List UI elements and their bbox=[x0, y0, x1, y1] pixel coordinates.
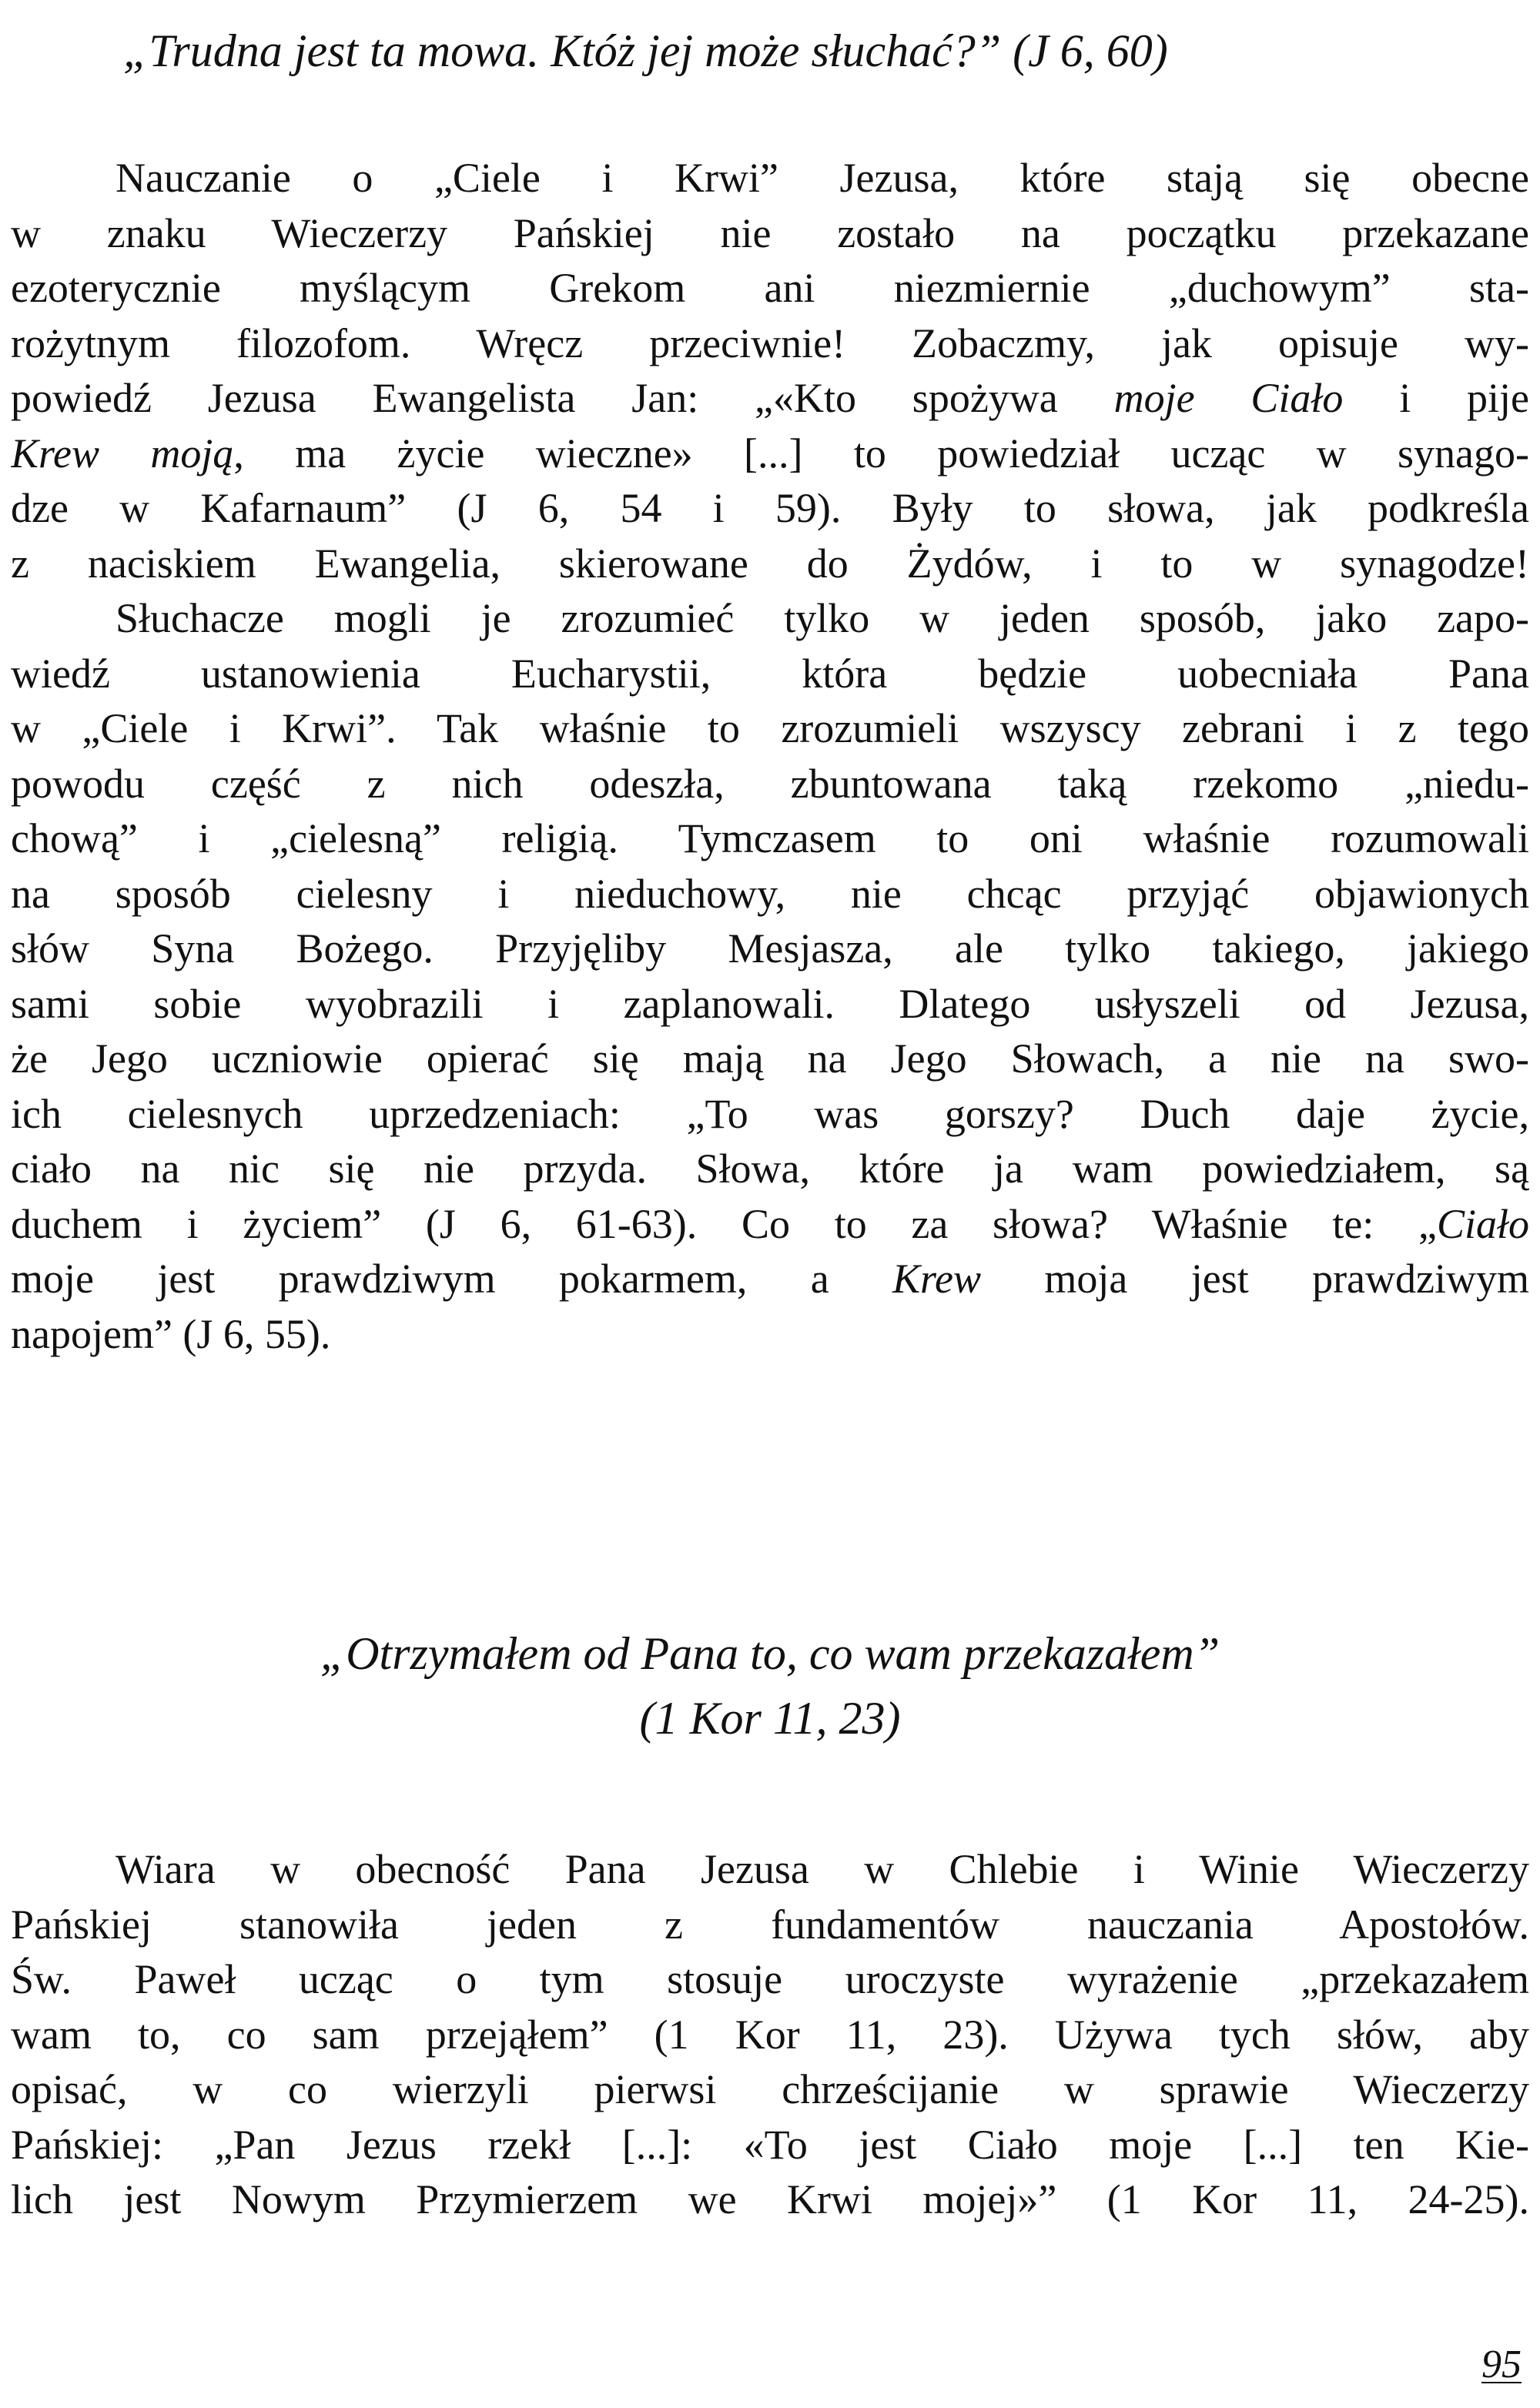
text-line: powiedź Jezusa Ewangelista Jan: „«Kto spożywa moje Ciało i pije bbox=[11, 375, 1529, 421]
text-line: na sposób cielesny i nieduchowy, nie chcąc przyjąć objawionych bbox=[11, 870, 1529, 917]
text-line: dze w Kafarnaum” (J 6, 54 i 59). Były to słowa, jak podkreśla bbox=[11, 485, 1529, 531]
section-heading-2 bbox=[0, 1624, 1540, 1747]
text-line: sami sobie wyobrazili i zaplanowali. Dlatego usłyszeli od Jezusa, bbox=[11, 980, 1529, 1027]
italic-emphasis: moje Ciało bbox=[1113, 375, 1344, 421]
text-line: lich jest Nowym Przymierzem we Krwi mojej»” (1 Kor 11, 24-25). bbox=[11, 2176, 1529, 2222]
text-line: ezoterycznie myślącym Grekom ani niezmiernie „duchowym” sta- bbox=[11, 265, 1529, 311]
paragraph-1 bbox=[11, 151, 1529, 1362]
text-line: że Jego uczniowie opierać się mają na Jego Słowach, a nie na swo- bbox=[11, 1035, 1529, 1082]
text-line: Pańskiej: „Pan Jezus rzekł [...]: «To jest Ciało moje [...] ten Kie- bbox=[11, 2121, 1529, 2168]
italic-emphasis: Krew moją bbox=[11, 430, 234, 477]
text-line: w „Ciele i Krwi”. Tak właśnie to zrozumieli wszyscy zebrani i z tego bbox=[11, 705, 1529, 751]
page-number: 95 bbox=[1481, 2343, 1522, 2386]
text-line: wam to, co sam przejąłem” (1 Kor 11, 23). Używa tych słów, aby bbox=[11, 2011, 1529, 2058]
text-line: rożytnym filozofom. Wręcz przeciwnie! Zobaczmy, jak opisuje wy- bbox=[11, 319, 1529, 366]
text-line: Nauczanie o „Ciele i Krwi” Jezusa, które stają się obecne bbox=[116, 155, 1529, 201]
text-line: napojem” (J 6, 55). bbox=[11, 1310, 331, 1357]
section-heading-2-reference: (1 Kor 11, 23) bbox=[639, 1693, 901, 1744]
text-line: powodu część z nich odeszła, zbuntowana taką rzekomo „niedu- bbox=[11, 760, 1529, 807]
text-line: Pańskiej stanowiła jeden z fundamentów nauczania Apostołów. bbox=[11, 1901, 1529, 1948]
text-line: Wiara w obecność Pana Jezusa w Chlebie i Winie Wieczerzy bbox=[116, 1846, 1529, 1892]
section-heading-1: „Trudna jest ta mowa. Któż jej może słuchać?” (J 6, 60) bbox=[123, 25, 1168, 76]
text-line: słów Syna Bożego. Przyjęliby Mesjasza, ale tylko takiego, jakiego bbox=[11, 925, 1529, 972]
text-line: moje jest prawdziwym pokarmem, a Krew moja jest prawdziwym bbox=[11, 1256, 1529, 1302]
text-line: chową” i „cielesną” religią. Tymczasem to oni właśnie rozumowali bbox=[11, 815, 1529, 861]
text-line: z naciskiem Ewangelia, skierowane do Żydów, i to w synagodze! bbox=[11, 540, 1529, 587]
text-line: duchem i życiem” (J 6, 61-63). Co to za słowa? Właśnie te: „Ciało bbox=[11, 1200, 1529, 1247]
italic-emphasis: Krew bbox=[892, 1256, 982, 1302]
text-line: Św. Paweł ucząc o tym stosuje uroczyste wyrażenie „przekazałem bbox=[11, 1956, 1529, 2002]
text-line: ciało na nic się nie przyda. Słowa, które ja wam powiedziałem, są bbox=[11, 1145, 1529, 1192]
section-heading-2-title: „Otrzymałem od Pana to, co wam przekazałem” bbox=[320, 1628, 1220, 1679]
paragraph-2 bbox=[11, 1842, 1529, 2228]
text-line: Krew moją, ma życie wieczne» [...] to powiedział ucząc w synago- bbox=[11, 430, 1529, 477]
text-line: opisać, w co wierzyli pierwsi chrześcijanie w sprawie Wieczerzy bbox=[11, 2066, 1529, 2112]
text-line: ich cielesnych uprzedzeniach: „To was gorszy? Duch daje życie, bbox=[11, 1090, 1529, 1137]
text-line: wiedź ustanowienia Eucharystii, która będzie uobecniała Pana bbox=[11, 650, 1529, 697]
text-line: w znaku Wieczerzy Pańskiej nie zostało na początku przekazane bbox=[11, 209, 1529, 256]
italic-emphasis: Ciało bbox=[1436, 1200, 1529, 1247]
text-line: Słuchacze mogli je zrozumieć tylko w jeden sposób, jako zapo- bbox=[116, 595, 1529, 641]
